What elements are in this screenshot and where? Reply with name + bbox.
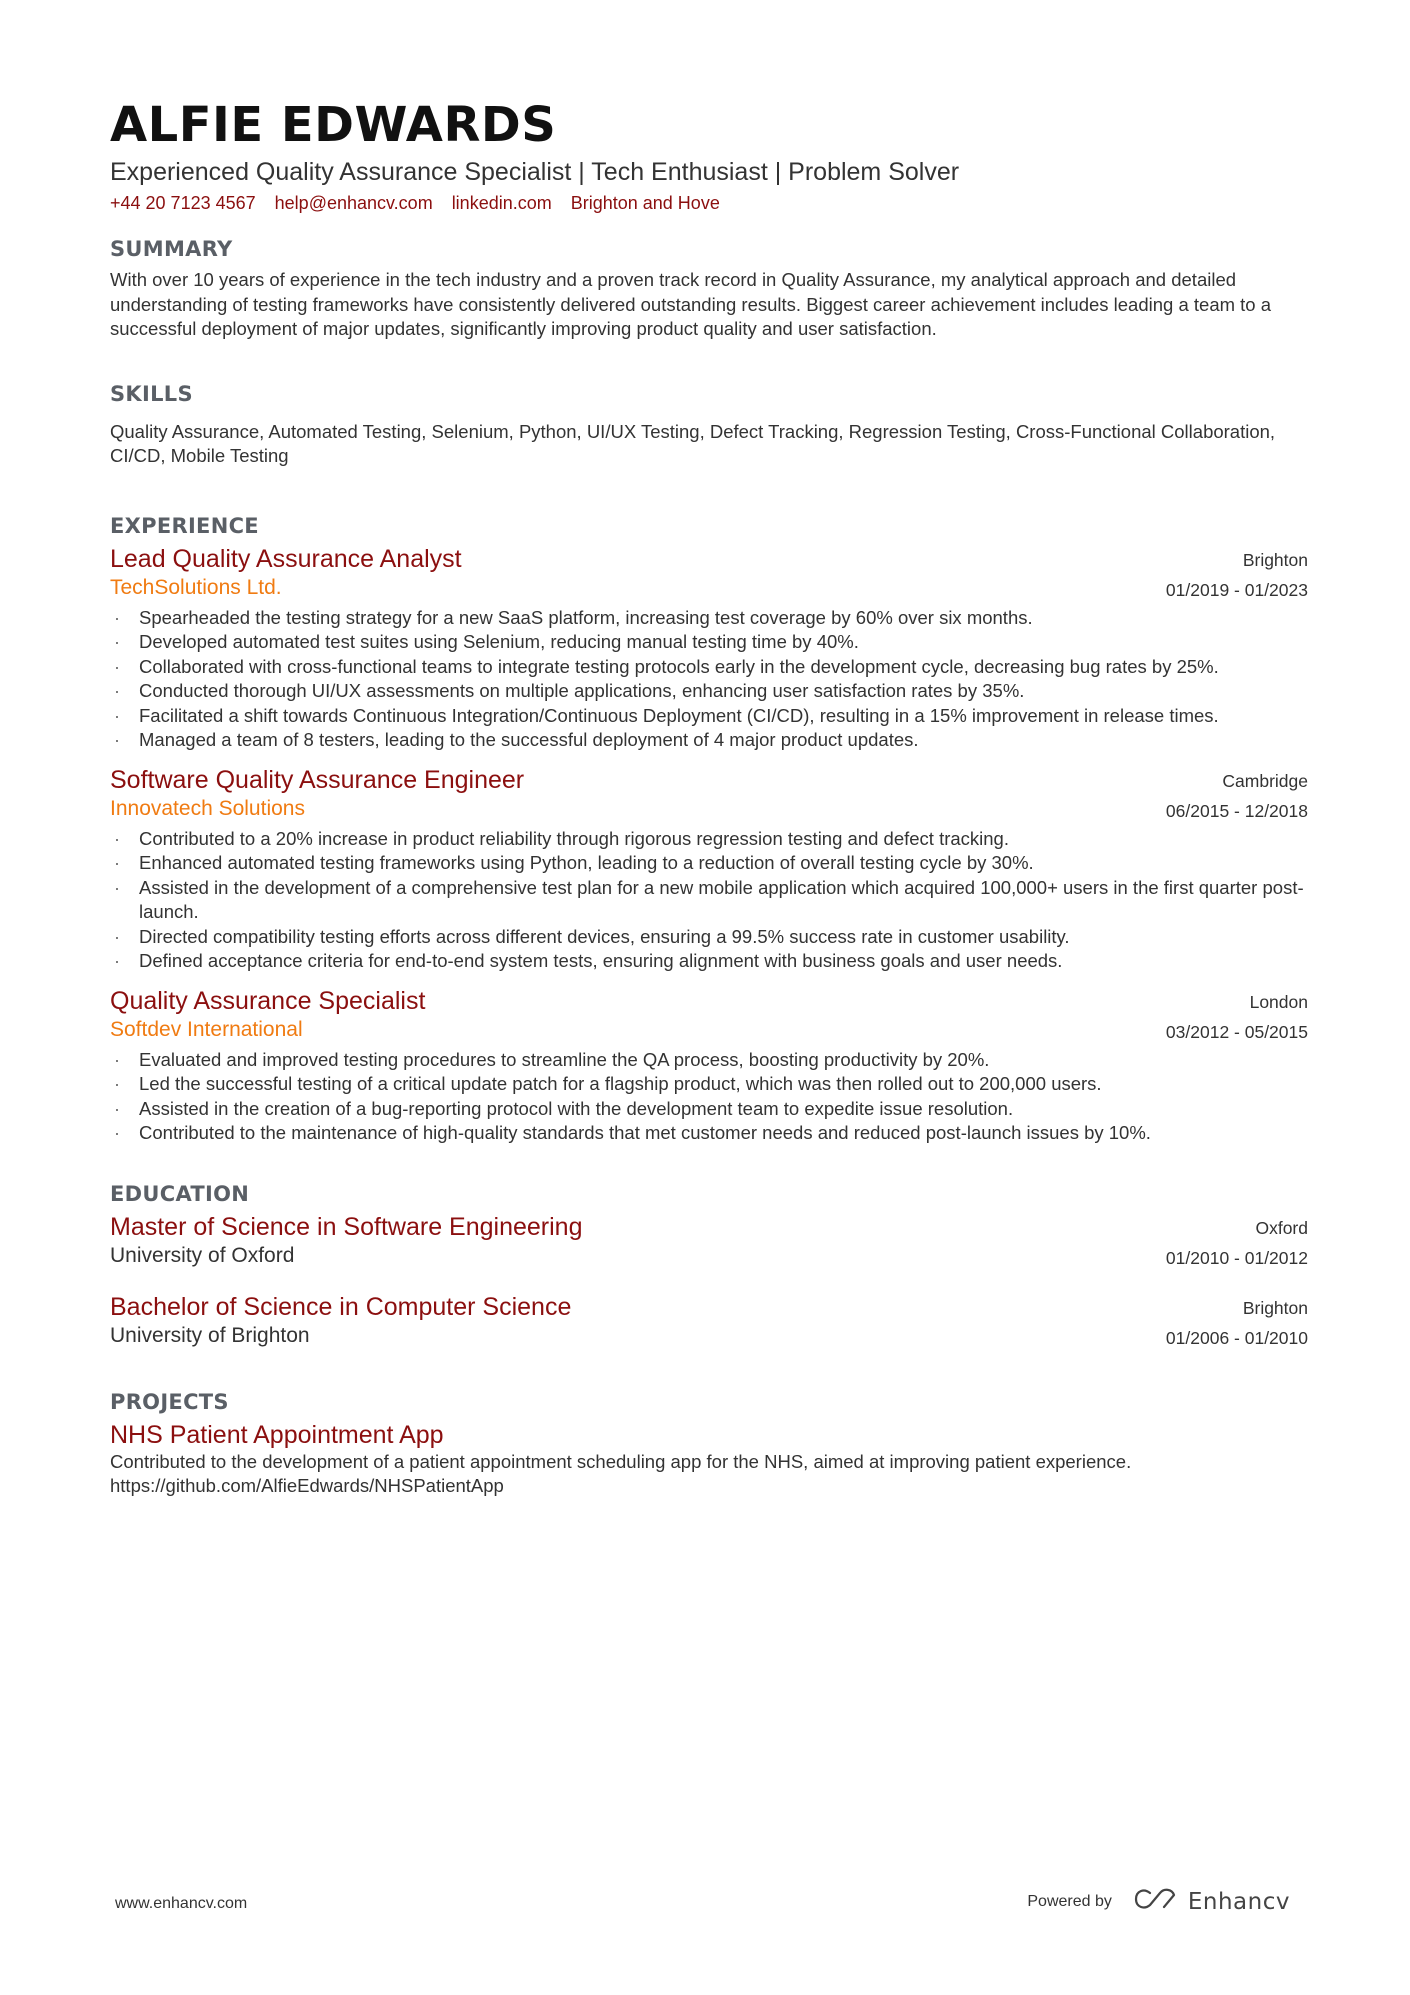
bullet-item: · Contributed to the maintenance of high-quality standards that met customer needs and reduced post-launch issues by 10%. [110,1121,1308,1146]
education-entry [110,1292,1308,1350]
job-location: Cambridge [1222,770,1308,791]
school-name: University of Oxford [110,1243,295,1267]
bullet-item: · Contributed to a 20% increase in product reliability through rigorous regression testing and defect tracking. [110,827,1308,852]
project-entry [110,1420,1308,1499]
brand-name: Enhancv [1187,1888,1290,1915]
experience-entry [110,986,1308,1146]
job-location: Brighton [1242,549,1308,570]
job-title: Quality Assurance Specialist [110,986,426,1015]
bullet-item: · Facilitated a shift towards Continuous Integration/Continuous Deployment (CI/CD), resulting in a 15% improvement in release times. [110,704,1308,729]
job-bullets [110,1048,1308,1146]
project-description: Contributed to the development of a patient appointment scheduling app for the NHS, aimed at improving patient experience. [110,1450,1132,1472]
summary-text: With over 10 years of experience in the tech industry and a proven track record in Quality Assurance, my analytical approach and detailed understanding of testing frameworks have consistently delivered outstanding results. Biggest career achievement includes leading a team to a successful deployment of major updates, significantly improving product quality and user satisfaction. [110,269,1272,339]
bullet-item: · Spearheaded the testing strategy for a new SaaS platform, increasing test coverage by 60% over six months. [110,606,1308,631]
bullet-item: · Collaborated with cross-functional teams to integrate testing protocols early in the development cycle, decreasing bug rates by 25%. [110,655,1308,680]
bullet-item: · Developed automated test suites using Selenium, reducing manual testing time by 40%. [110,630,1308,655]
bullet-item: · Managed a team of 8 testers, leading to the successful deployment of 4 major product updates. [110,728,1308,753]
bullet-item: · Evaluated and improved testing procedures to streamline the QA process, boosting productivity by 20%. [110,1048,1308,1073]
job-location: London [1249,991,1308,1012]
company-name: Softdev International [110,1017,303,1041]
enhancv-logo-icon [1134,1887,1178,1916]
experience-heading: EXPERIENCE [110,513,259,538]
school-location: Oxford [1255,1217,1308,1238]
footer-branding [1027,1887,1290,1916]
candidate-name: ALFIE EDWARDS [110,97,557,153]
degree-title: Bachelor of Science in Computer Science [110,1292,572,1321]
degree-title: Master of Science in Software Engineering [110,1212,583,1241]
school-name: University of Brighton [110,1323,310,1347]
education-heading: EDUCATION [110,1181,250,1206]
powered-by-label: Powered by [1027,1892,1112,1910]
school-dates: 01/2010 - 01/2012 [1165,1247,1308,1268]
project-link[interactable]: https://github.com/AlfieEdwards/NHSPatientApp [110,1475,504,1496]
job-title: Lead Quality Assurance Analyst [110,544,462,573]
bullet-item: · Assisted in the development of a comprehensive test plan for a new mobile application which acquired 100,000+ users in the first quarter post-launch. [110,876,1308,925]
job-dates: 03/2012 - 05/2015 [1165,1021,1308,1042]
tagline: Experienced Quality Assurance Specialist | Tech Enthusiast | Problem Solver [110,158,960,186]
bullet-item: · Enhanced automated testing frameworks using Python, leading to a reduction of overall testing cycle by 30%. [110,851,1308,876]
summary-heading: SUMMARY [110,237,233,261]
bullet-item: · Defined acceptance criteria for end-to-end system tests, ensuring alignment with business goals and user needs. [110,949,1308,974]
footer-website[interactable]: www.enhancv.com [115,1895,248,1912]
contact-row [110,191,1308,215]
bullet-item: · Assisted in the creation of a bug-reporting protocol with the development team to expedite issue resolution. [110,1097,1308,1122]
brand-logo[interactable] [1134,1887,1290,1916]
company-name: TechSolutions Ltd. [110,575,282,599]
job-dates: 01/2019 - 01/2023 [1165,579,1308,600]
bullet-item: · Directed compatibility testing efforts across different devices, ensuring a 99.5% success rate in customer usability. [110,925,1308,950]
job-bullets [110,606,1308,753]
resume-page [110,95,1308,1499]
bullet-item: · Conducted thorough UI/UX assessments on multiple applications, enhancing user satisfaction rates by 35%. [110,679,1308,704]
school-dates: 01/2006 - 01/2010 [1165,1327,1308,1348]
project-title: NHS Patient Appointment App [110,1420,444,1449]
job-title: Software Quality Assurance Engineer [110,765,525,794]
email-link[interactable]: help@enhancv.com [274,193,433,213]
skills-heading: SKILLS [110,381,193,406]
projects-heading: PROJECTS [110,1389,229,1414]
phone-link[interactable]: +44 20 7123 4567 [110,193,256,213]
job-bullets [110,827,1308,974]
location-text: Brighton and Hove [570,193,720,213]
company-name: Innovatech Solutions [110,796,305,820]
experience-entry [110,544,1308,753]
skills-text: Quality Assurance, Automated Testing, Selenium, Python, UI/UX Testing, Defect Tracking, Regression Testing, Cross-Functional Collaboration, CI/CD, Mobile Testing [110,420,1276,466]
experience-entry [110,765,1308,974]
job-dates: 06/2015 - 12/2018 [1165,800,1308,821]
education-entry [110,1212,1308,1270]
school-location: Brighton [1242,1297,1308,1318]
linkedin-link[interactable]: linkedin.com [451,193,552,213]
bullet-item: · Led the successful testing of a critical update patch for a flagship product, which was then rolled out to 200,000 users. [110,1072,1308,1097]
